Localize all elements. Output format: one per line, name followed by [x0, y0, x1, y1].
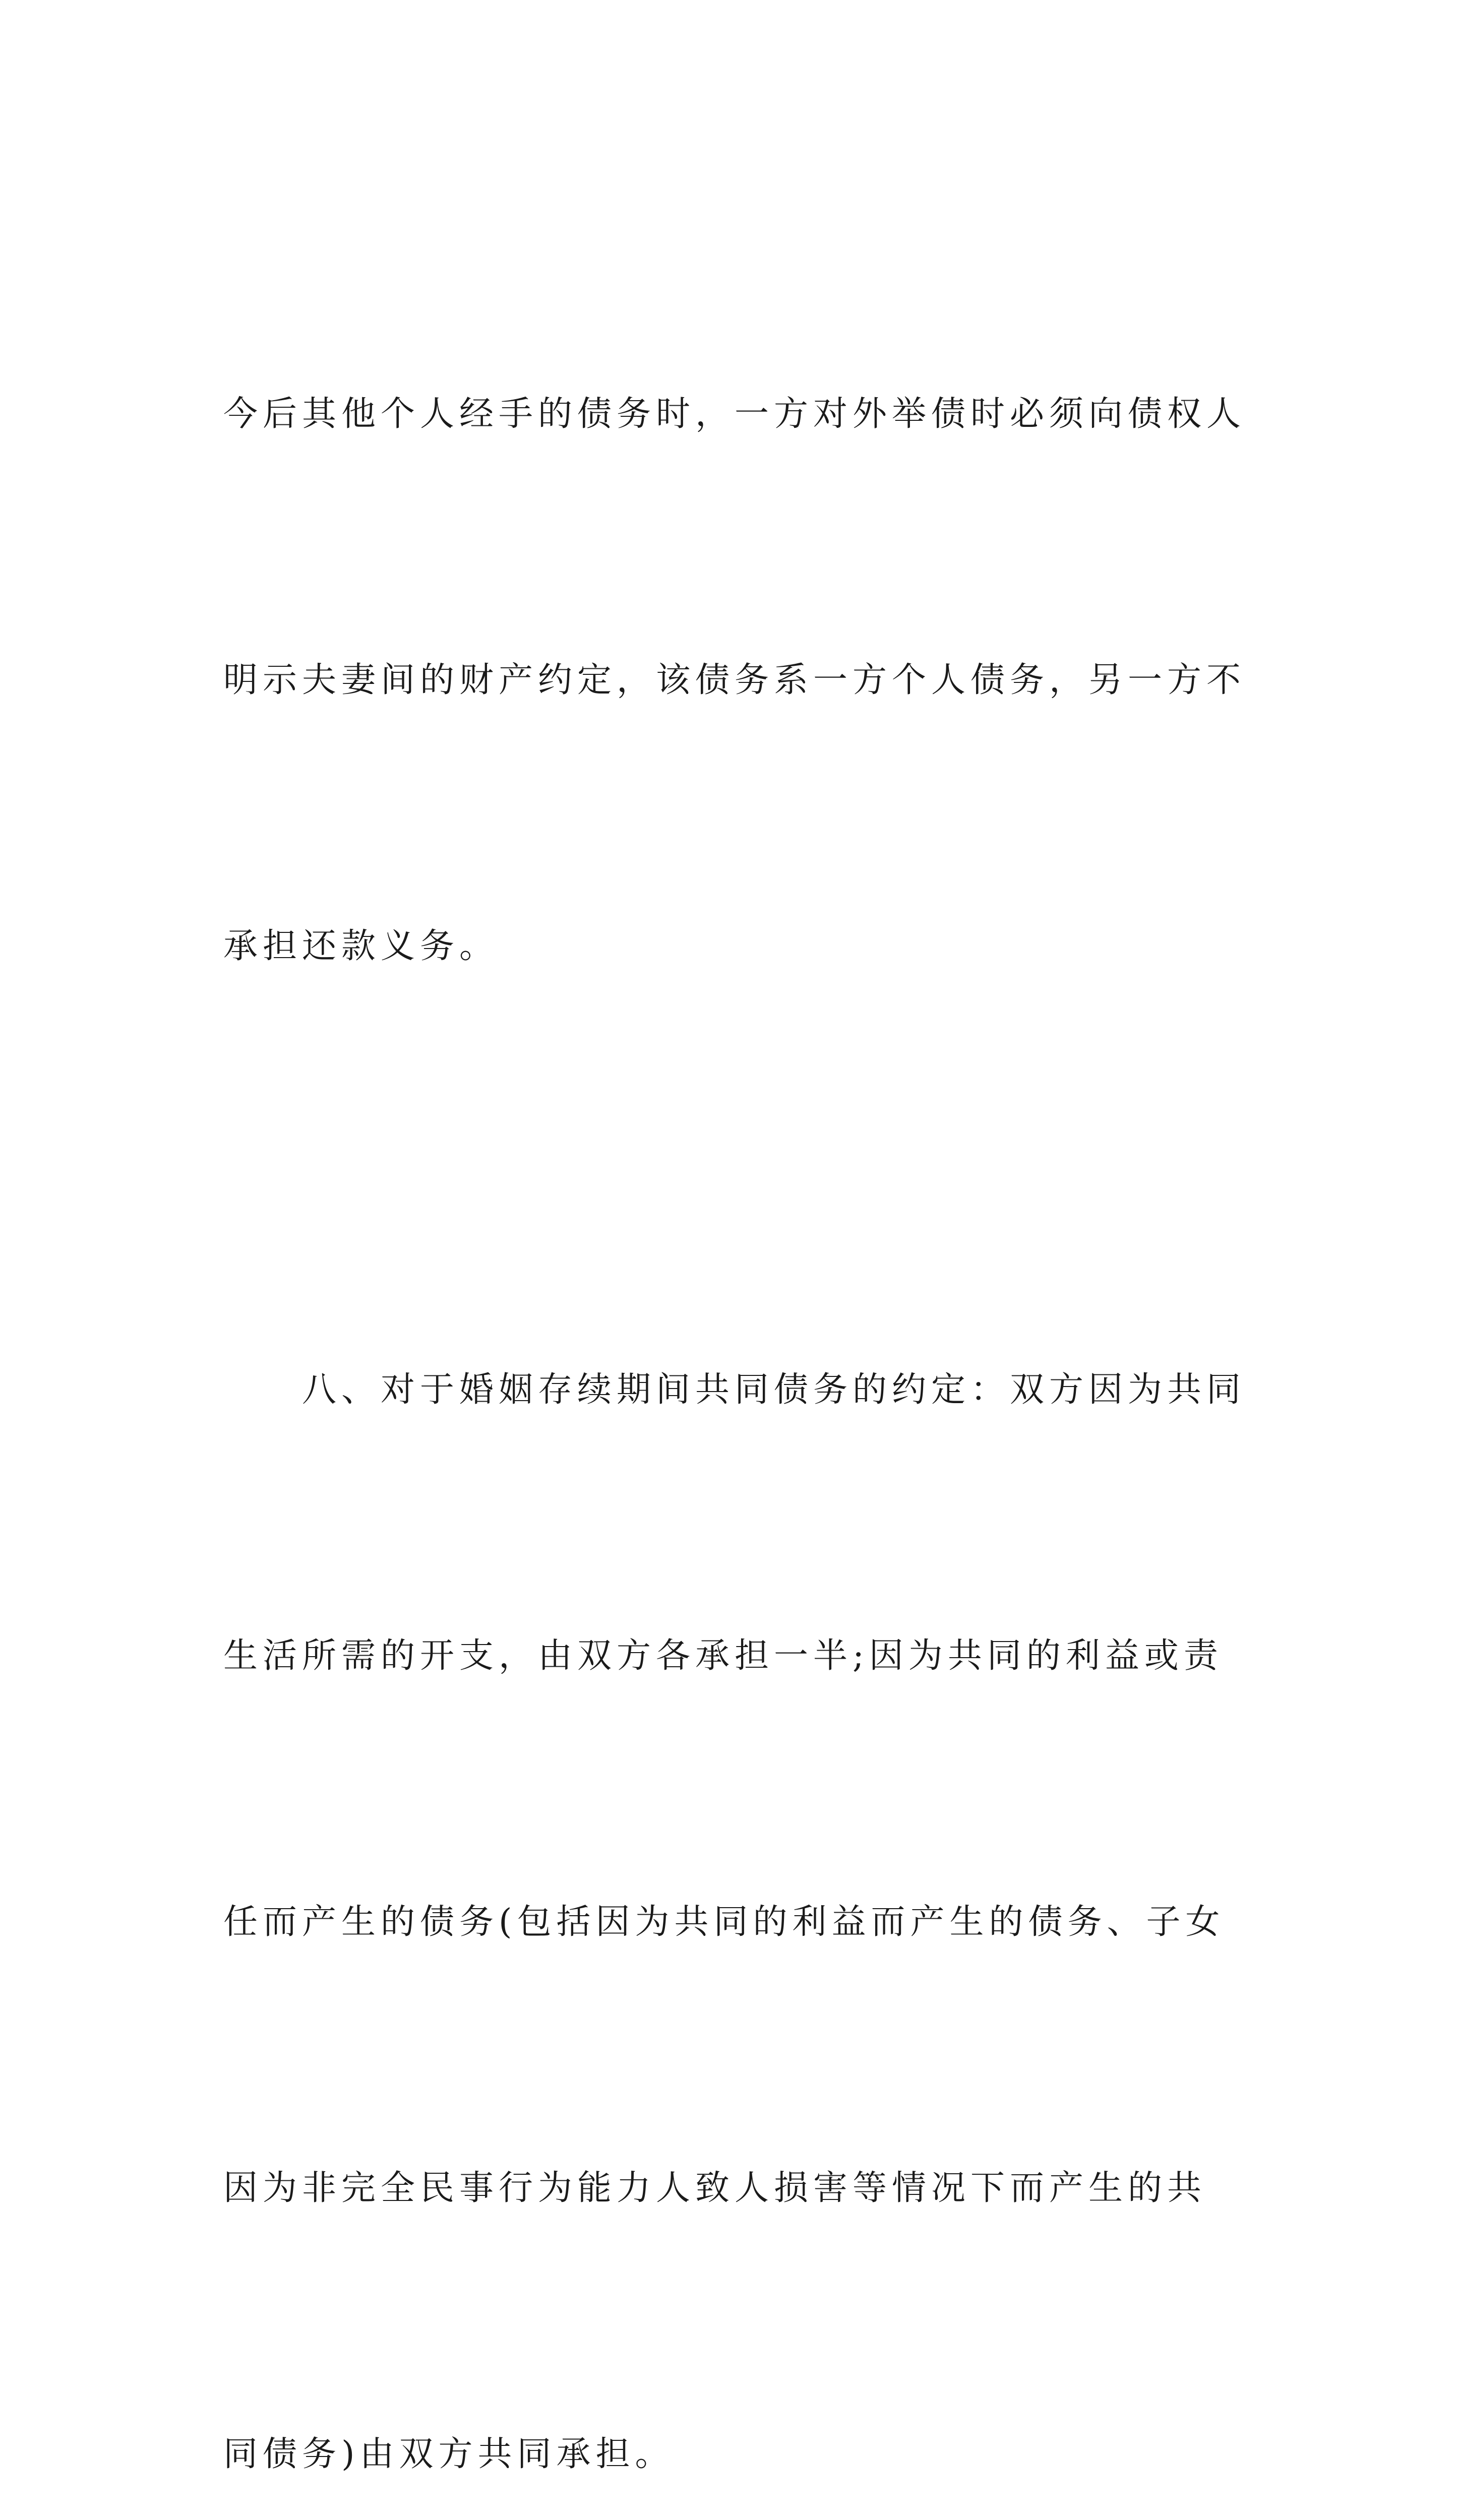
text-line: 生活所需的开支，由双方各承担一半;因为共同的利益或责 [223, 1636, 1223, 1676]
paragraph-debt-continuation [223, 193, 1250, 1168]
text-line: 同债务)由双方共同承担。 [223, 2434, 675, 2474]
text-line: 明示夫妻间的财产约定，该债务系一方个人债务，另一方不 [223, 660, 1246, 700]
text-line: 承担还款义务。 [223, 926, 499, 966]
text-line: 任而产生的债务(包括因为共同的利益而产生的债务、子女 [223, 1902, 1225, 1942]
document-body [223, 193, 1250, 2520]
text-line: 因为非完全民事行为能力人致人损害等情况下而产生的共 [223, 2168, 1207, 2208]
text-line: 今后其他个人经手的债务时，一方对外举债时必须向债权人 [223, 394, 1246, 434]
text-line: 八、对于婚姻存续期间共同债务的约定：双方因为共同 [302, 1370, 1246, 1410]
paragraph-clause-8 [223, 1168, 1250, 2520]
